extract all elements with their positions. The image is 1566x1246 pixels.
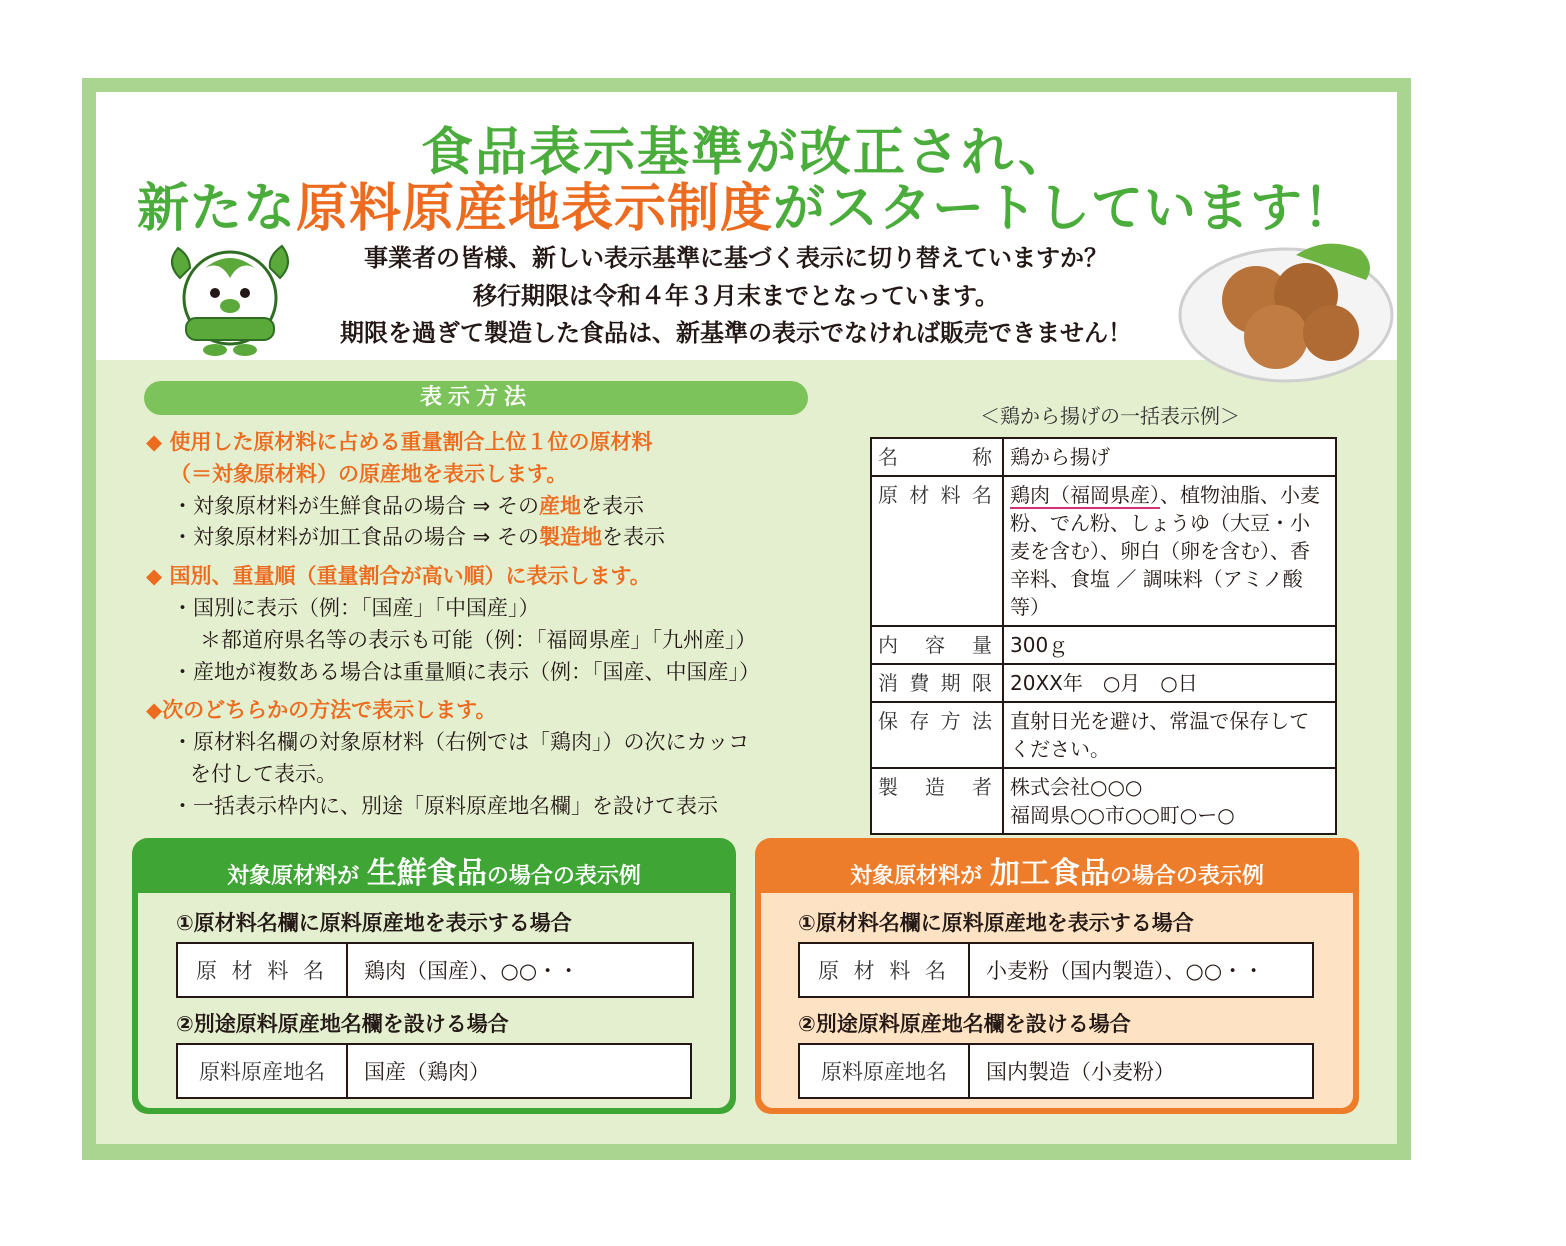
point1-line1: ◆ 使用した原材料に占める重量割合上位１位の原材料	[146, 430, 653, 454]
point1-bullet1: ・対象原材料が生鮮食品の場合 ⇒ その産地を表示	[172, 494, 644, 518]
fresh-case1-label: 原 材 料 名 鶏肉（国産）、○○・・	[176, 942, 694, 998]
intro-line1: 事業者の皆様、新しい表示基準に基づく表示に切り替えていますか？	[364, 244, 1108, 272]
table-row: 原材料名 鶏肉（福岡県産）、植物油脂、小麦粉、でん粉、しょうゆ（大豆・小麦を含む）、卵白（卵を含む）、香辛料、食塩 ／ 調味料（アミノ酸等）	[871, 476, 1336, 626]
table-row: 保存方法 直射日光を避け、常温で保存してください。	[871, 702, 1336, 768]
label-example-caption: ＜鶏から揚げの一括表示例＞	[980, 404, 1240, 428]
intro-line3: 期限を過ぎて製造した食品は、新基準の表示でなければ販売できません！	[340, 319, 1132, 347]
processed-case1-label: 原 材 料 名 小麦粉（国内製造）、○○・・	[798, 942, 1314, 998]
title-highlight: 原料原産地表示制度	[295, 179, 773, 239]
point2-bullet2: ・産地が複数ある場合は重量順に表示（例：「国産、中国産」）	[172, 660, 760, 684]
food-label-example-table	[870, 437, 1337, 835]
processed-case1: ①原材料名欄に原料原産地を表示する場合	[798, 911, 1194, 935]
point3-bullet2: ・一括表示枠内に、別途「原料原産地名欄」を設けて表示	[172, 794, 718, 818]
karaage-plate-illustration	[1176, 225, 1396, 385]
fresh-case2: ②別途原料原産地名欄を設ける場合	[176, 1012, 509, 1036]
page-title-line2: 新たな原料原産地表示制度がスタートしています！	[136, 179, 1357, 239]
fresh-case1: ①原材料名欄に原料原産地を表示する場合	[176, 911, 572, 935]
fresh-food-box-title: 対象原材料が 生鮮食品の場合の表示例	[227, 856, 641, 891]
point2-note: ＊都道府県名等の表示も可能（例：「福岡県産」「九州産」）	[200, 628, 757, 652]
mascot-illustration	[160, 238, 300, 358]
point2: ◆ 国別、重量順（重量割合が高い順）に表示します。	[146, 564, 651, 588]
point3: ◆次のどちらかの方法で表示します。	[146, 698, 497, 722]
page-title-line1: 食品表示基準が改正され、	[420, 123, 1073, 183]
intro-line2: 移行期限は令和４年３月末までとなっています。	[472, 282, 1000, 310]
table-row: 製造者 株式会社○○○ 福岡県○○市○○町○ー○	[871, 768, 1336, 834]
processed-case2-label: 原料原産地名 国内製造（小麦粉）	[798, 1043, 1314, 1099]
processed-food-box-title: 対象原材料が 加工食品の場合の表示例	[850, 856, 1264, 891]
point3-bullet1-line1: ・原材料名欄の対象原材料（右例では「鶏肉」）の次にカッコ	[172, 730, 750, 754]
processed-case2: ②別途原料原産地名欄を設ける場合	[798, 1012, 1131, 1036]
table-row: 名称 鶏から揚げ	[871, 438, 1336, 476]
point1-bullet2: ・対象原材料が加工食品の場合 ⇒ その製造地を表示	[172, 525, 665, 549]
table-row: 消費期限 20XX年 ○月 ○日	[871, 664, 1336, 702]
point3-bullet1-line2: を付して表示。	[190, 762, 337, 786]
method-heading: 表示方法	[144, 381, 808, 415]
table-row: 内容量 300ｇ	[871, 626, 1336, 664]
point2-bullet1: ・国別に表示（例：「国産」「中国産」）	[172, 596, 540, 620]
origin-underline: 鶏肉（福岡県産）	[1010, 483, 1160, 507]
point1-line2: （＝対象原材料）の原産地を表示します。	[170, 462, 568, 486]
fresh-case2-label: 原料原産地名 国産（鶏肉）	[176, 1043, 692, 1099]
